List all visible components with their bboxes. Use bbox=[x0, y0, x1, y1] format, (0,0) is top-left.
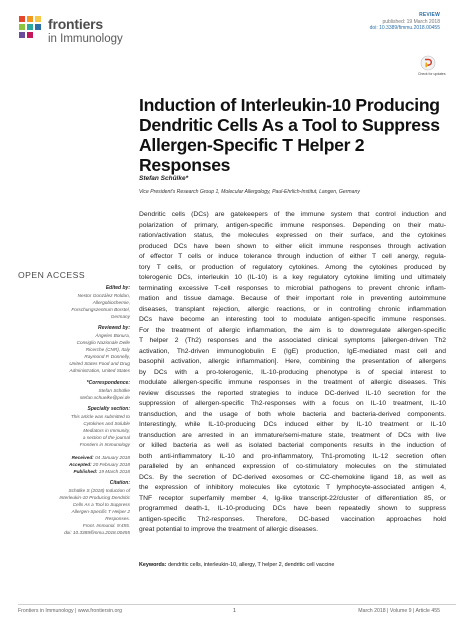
abstract-line: produced DCs have been shown to either elicit immune responses through activation bbox=[139, 242, 446, 250]
text-line: Consiglio Nazionale Delle bbox=[76, 340, 130, 345]
check-updates-label: Check for updates bbox=[418, 72, 446, 76]
abstract-line: T helper 2 (Th2) responses and the associated clinical symptoms [allergen-driven Th2 bbox=[139, 337, 446, 344]
abstract-line: DCs. By the secretion of DC-derived exosomes or CC-chemokine ligand 18, as well as bbox=[139, 473, 446, 481]
frontiers-logo-icon bbox=[18, 15, 44, 43]
published-date: published: 19 March 2018 bbox=[382, 18, 440, 25]
text-line: United States Food and Drug bbox=[69, 361, 130, 366]
abstract-line: diseases, transplant rejection, allergic reactions, or in controlling chronic inflammation bbox=[139, 305, 446, 313]
text-line: Administration, United States bbox=[69, 368, 130, 373]
abstract-line: the expression of inhibitory molecules like cytotoxic T lymphocyte-associated antigen 4, bbox=[139, 484, 446, 491]
abstract-line: tolerogenic DCs, interleukin 10 (IL-10) is a key regulatory cytokine limiting und ultimately bbox=[139, 274, 446, 281]
accepted-label: Accepted: bbox=[69, 461, 92, 467]
received-label: Received: bbox=[71, 454, 94, 460]
abstract-line: activation, Th2-driven immunoglobulin E (IgE) production, IgE-mediated mast cell and bbox=[139, 347, 446, 355]
text-line: Forschungszentrum Borstel, bbox=[71, 306, 130, 312]
edited-by bbox=[18, 292, 130, 320]
author-affiliation: Vice President's Research Group 1, Molecular Allergology, Paul-Ehrlich-Institut, Langen, Germany bbox=[139, 189, 360, 195]
keywords bbox=[139, 562, 446, 568]
abstract-line: programmed death-1, IL-10-producing DCs have been repeatedly shown to suppress bbox=[139, 505, 446, 512]
reviewed-by bbox=[18, 332, 130, 374]
correspondence[interactable] bbox=[18, 387, 130, 401]
keywords-label: Keywords: bbox=[139, 562, 167, 568]
author-name[interactable]: Stefan Schülke* bbox=[139, 175, 189, 182]
text-line: Ángeles Bonura, bbox=[95, 333, 130, 338]
footer-issue-info: March 2018 | Volume 9 | Article 455 bbox=[358, 608, 440, 614]
accepted-date: 20 February 2018 bbox=[92, 461, 130, 467]
citation-label: Citation: bbox=[109, 480, 130, 486]
article-meta bbox=[370, 12, 440, 32]
abstract bbox=[139, 210, 446, 536]
abstract-line: terminating excessive T-cell responses to microbial pathogens to prevent chronic inflam- bbox=[139, 284, 446, 292]
received-date: 04 January 2018 bbox=[95, 454, 130, 460]
journal-name: in Immunology bbox=[48, 33, 123, 45]
abstract-line: TNF receptor superfamily member 4, Ig-like transcript-22/cluster of differentiation 85, or bbox=[139, 494, 446, 502]
correspondence-label: *Correspondence: bbox=[86, 379, 130, 386]
text-line: Frontiers in Immunology bbox=[79, 442, 130, 447]
abstract-line: modulate allergen-specific immune responses in the treatment of allergic diseases. This bbox=[139, 379, 446, 386]
text-line: Interleukin-10 Producing Dendritic bbox=[59, 495, 130, 500]
abstract-line: DCs have become an interesting tool to modulate antigen-specific immune responses. bbox=[139, 316, 446, 323]
article-sidebar bbox=[18, 272, 130, 536]
check-updates-badge[interactable] bbox=[418, 55, 446, 76]
text-line: stefan.schuelke@pei.de bbox=[79, 394, 130, 400]
abstract-line: tory T cells, or production of regulatory cytokines. Among the cytokines produced by bbox=[139, 263, 446, 271]
keywords-text: dendritic cells, interleukin-10, allergy, T helper 2, dendritic cell vaccine bbox=[168, 562, 335, 568]
text-line: Responses. bbox=[105, 516, 130, 521]
footer-journal-link[interactable]: Frontiers in Immunology | www.frontiersin.org bbox=[18, 608, 122, 614]
abstract-line: For the treatment of allergic inflammation, the aim is to downregulate allergen-specific bbox=[139, 326, 446, 334]
abstract-line: review discusses the reported strategies to induce DC-derived IL-10 secretion for the bbox=[139, 389, 446, 397]
page-number: 1 bbox=[233, 608, 236, 614]
text-line: Cells As a Tool to Suppress bbox=[72, 502, 130, 507]
text-line: Nestor González Roldan, bbox=[77, 292, 130, 298]
doi-link[interactable]: doi: 10.3389/fimmu.2018.00455 bbox=[369, 25, 440, 32]
abstract-line: transduction are arrested in an immature/semi-mature state, treatment of DCs with live bbox=[139, 431, 446, 439]
abstract-line: suppression of allergen-specific Th2-responses with a focus on IL-10 treatment, IL-10 bbox=[139, 400, 446, 407]
text-line: Allergen-Specific T Helper 2 bbox=[71, 509, 130, 514]
text-line: Mediators in Immunity, bbox=[83, 428, 130, 433]
published-label: Published: bbox=[73, 468, 98, 474]
text-line: Raymond P. Donnelly, bbox=[84, 354, 130, 359]
reviewed-by-label: Reviewed by: bbox=[98, 325, 130, 331]
text-line: Front. Immunol. 9:455. bbox=[82, 523, 130, 528]
article-dates bbox=[18, 454, 130, 475]
received-row bbox=[18, 454, 130, 461]
abstract-line: ration/activation status, the molecules expressed on their surface, and the cytokines bbox=[139, 232, 446, 239]
citation bbox=[18, 487, 130, 536]
publisher-name: frontiers bbox=[48, 16, 103, 32]
abstract-line: paralleled by an enhanced expression of co-stimulatory molecules on the stimulated bbox=[139, 463, 446, 470]
text-line: Stefan Schülke bbox=[98, 387, 130, 393]
text-line: doi: 10.3389/fimmu.2018.00455 bbox=[64, 530, 130, 535]
check-updates-icon bbox=[420, 55, 436, 71]
abstract-line: both anti-inflammatory IL-10 and pro-inflammatory, Th1-promoting IL-12 secretion often bbox=[139, 452, 446, 460]
abstract-line: Dendritic cells (DCs) are gatekeepers of the immune system that control induction and bbox=[139, 211, 446, 218]
text-line: Cytokines and Soluble bbox=[83, 421, 130, 426]
article-title: Induction of Interleukin-10 Producing Dendritic Cells As a Tool to Suppress Allergen-Specific T Helper 2 Responses bbox=[139, 95, 440, 175]
footer-divider bbox=[18, 604, 456, 605]
abstract-line: by DCs with a pro-tolerogenic, IL-10-producing phenotype is of special interest to bbox=[139, 368, 446, 376]
text-line: This article was submitted to bbox=[70, 414, 130, 419]
abstract-line: polarization of primary, antigen-specific immune responses. Depending on their matu- bbox=[139, 221, 446, 229]
accepted-row bbox=[18, 461, 130, 468]
specialty-section bbox=[18, 413, 130, 448]
specialty-section-label: Specialty section: bbox=[87, 406, 130, 412]
edited-by-label: Edited by: bbox=[105, 284, 130, 291]
abstract-line: great potential to improve the treatment of allergic diseases. bbox=[139, 526, 318, 533]
abstract-line: basophil activation, allergic inflammation]. Here, combining the presentation of allergens bbox=[139, 358, 446, 365]
published-date-sidebar: 19 March 2018 bbox=[98, 468, 130, 474]
text-line: Ricerche (CNR), Italy bbox=[85, 347, 130, 352]
article-type: REVIEW bbox=[419, 12, 440, 18]
text-line: Schülke S (2018) Induction of bbox=[68, 488, 130, 493]
text-line: Germany bbox=[110, 313, 130, 319]
abstract-line: antigen-specific Th2-responses. Therefore, DC-based vaccination approaches hold bbox=[139, 515, 446, 523]
text-line: Allergobiochemie, bbox=[92, 299, 130, 305]
abstract-line: Interestingly, while IL-10-producing DCs induced either by IL-10 treatment or IL-10 bbox=[139, 421, 446, 428]
abstract-line: transduction, and the usage of both whole bacteria and bacteria-derived components. bbox=[139, 410, 446, 418]
open-access-label: OPEN ACCESS bbox=[18, 270, 86, 280]
published-row bbox=[18, 468, 130, 475]
abstract-line: of effector T cells or induce tolerance through induction of either T cell anergy, regula- bbox=[139, 253, 446, 260]
text-line: a section of the journal bbox=[82, 435, 130, 440]
abstract-line: mation and tissue damage. Because of their important role in preventing autoimmune bbox=[139, 295, 446, 302]
abstract-line: or killed bacteria as well as isolated bacterial components results in the induction of bbox=[139, 442, 446, 449]
